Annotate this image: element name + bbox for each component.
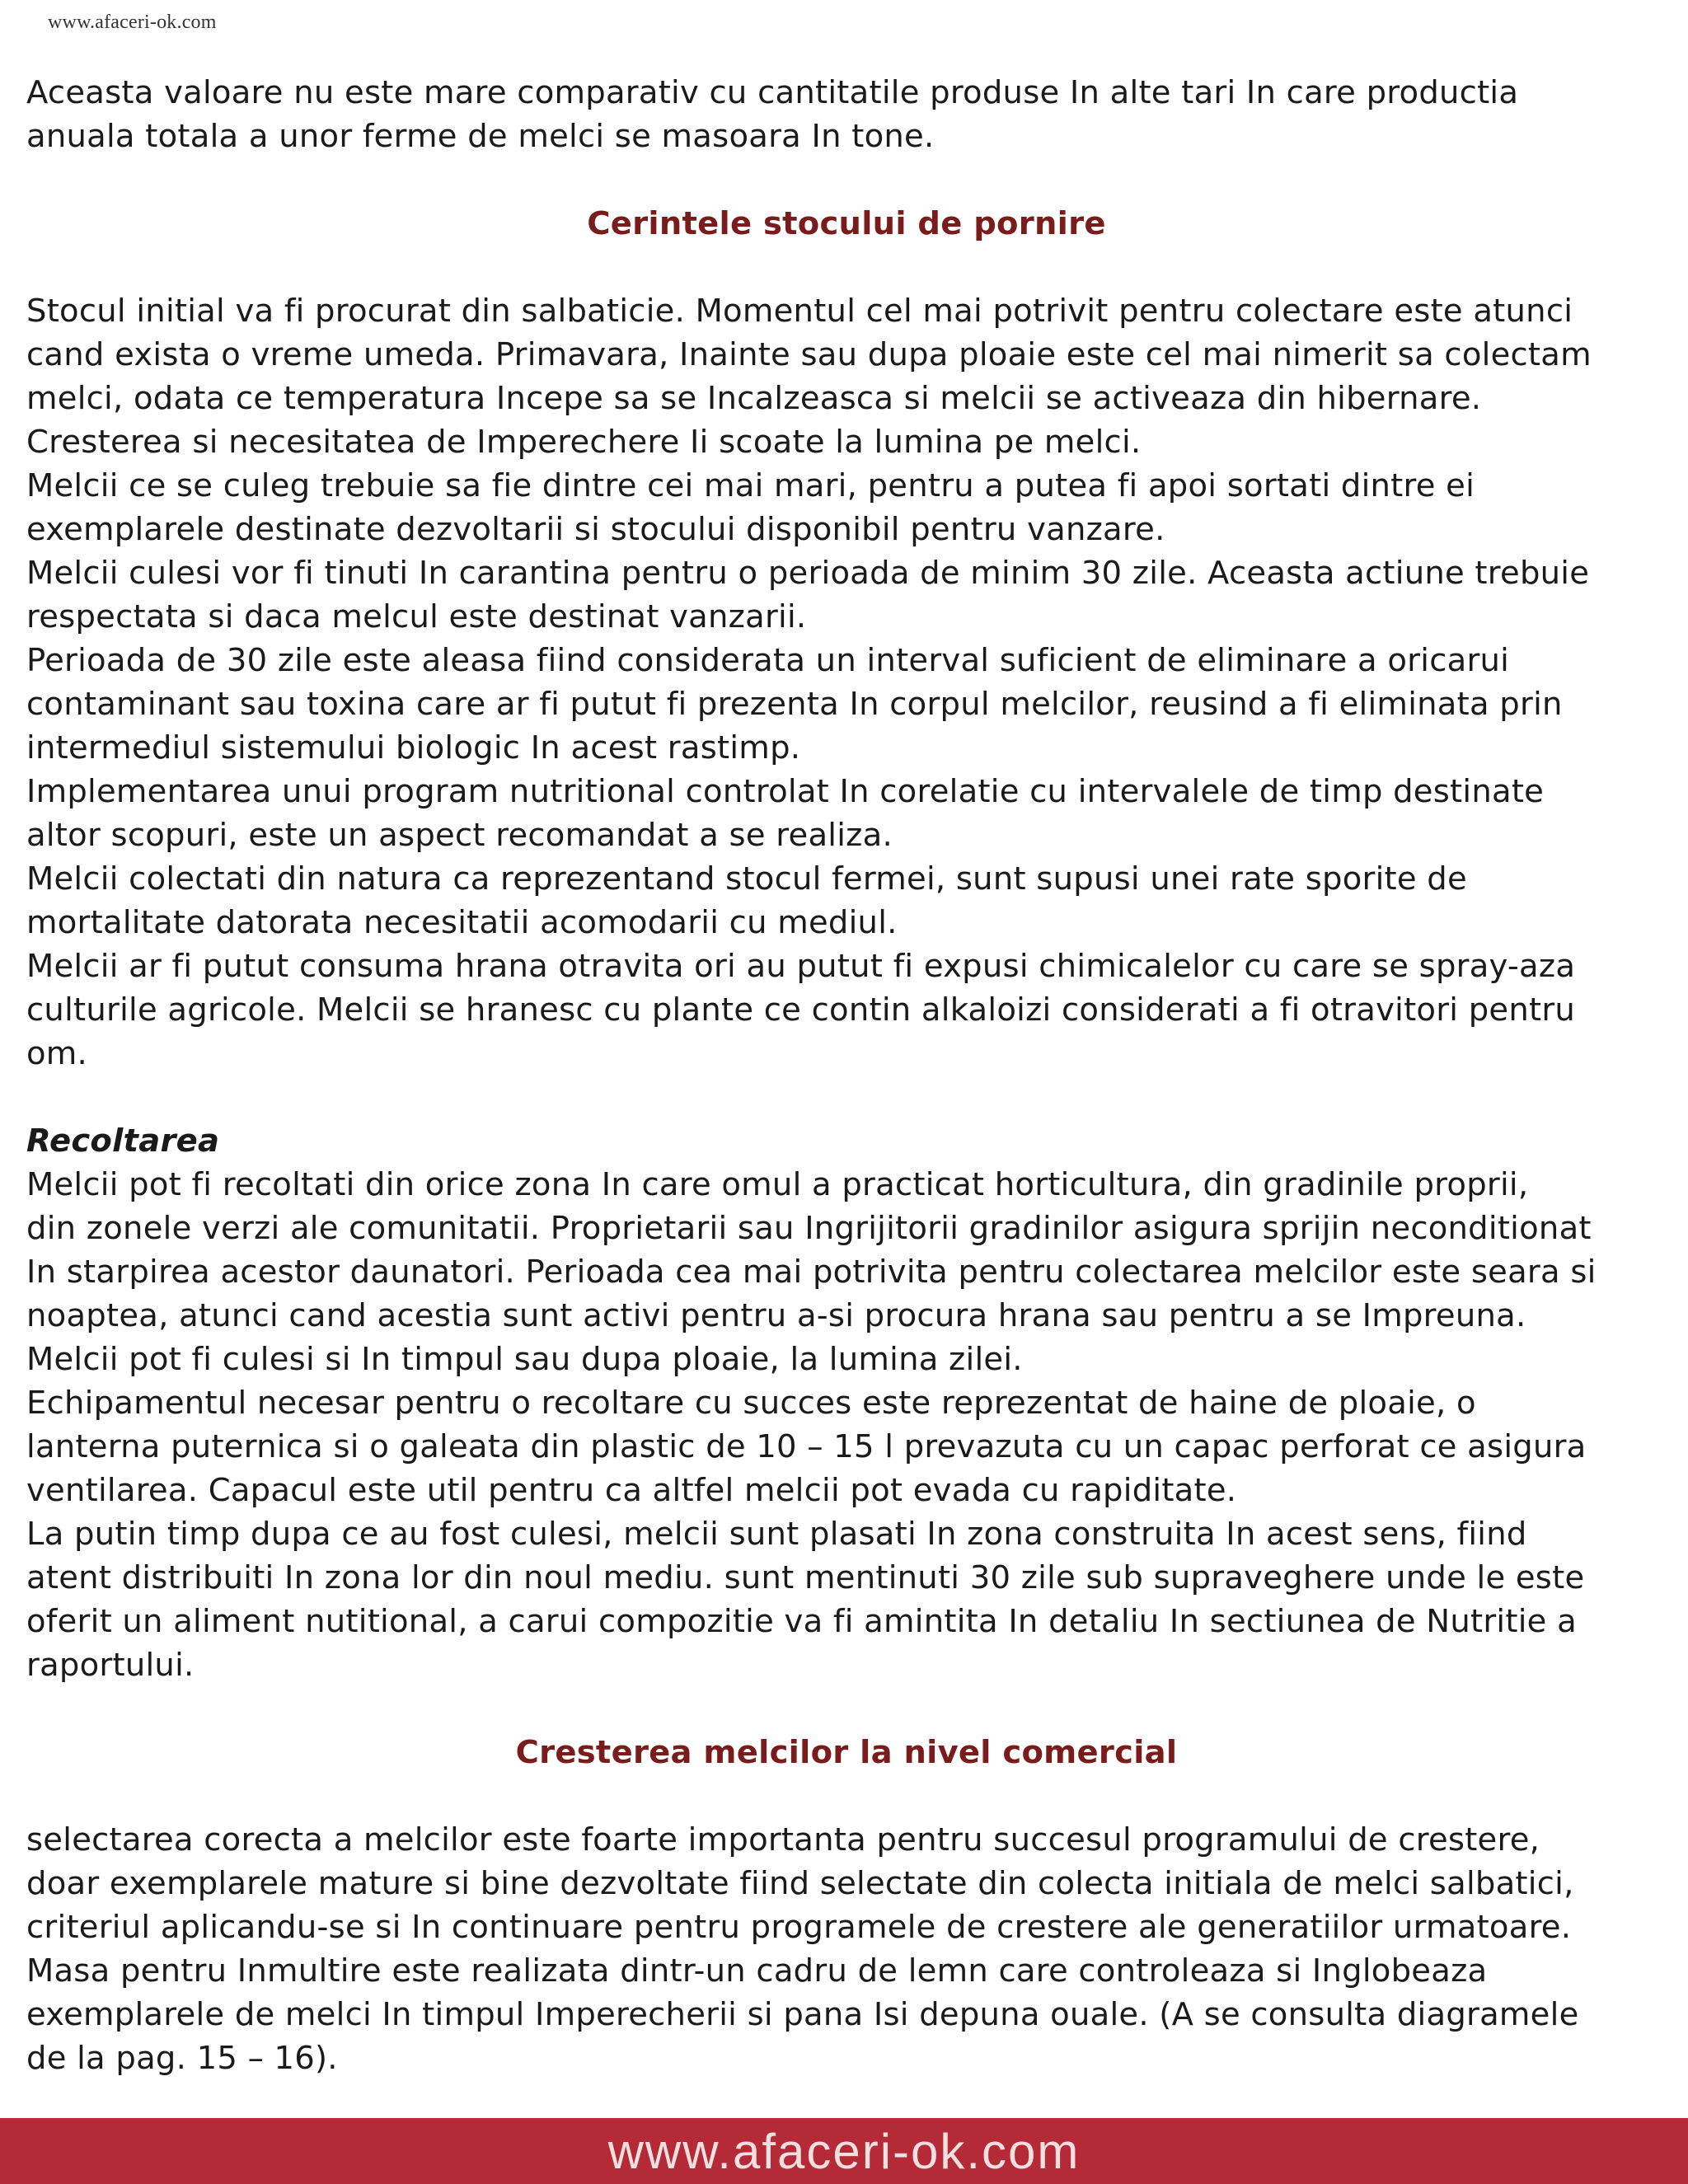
spacer xyxy=(26,1687,1667,1731)
intro-paragraph: Aceasta valoare nu este mare comparativ cu cantitatile produse In alte tari In care productia anuala totala a unor ferme de melci se masoara In tone. xyxy=(26,74,1519,155)
spacer xyxy=(26,1774,1667,1818)
section-body-commercial-breeding: selectarea corecta a melcilor este foarte importanta pentru succesul programului de crestere, doar exemplarele mature si bine dezvoltate fiind selectate din colecta initiala de melci salbatici, criteriul aplicandu-se si In continuare pentru programele de crestere ale generatiilor urmatoare. Masa pentru Inmultire este realizata dintr-un cadru de lemn care controleaza si Inglobeaza exemplarele de melci In timpul Imperecherii si pana Isi depuna ouale. (A se consulta diagramele de la pag. 15 – 16). xyxy=(26,1821,1579,2077)
header-url[interactable]: www.afaceri-ok.com xyxy=(48,12,217,33)
footer-banner xyxy=(0,2118,1688,2184)
spacer xyxy=(26,158,1667,202)
footer-url[interactable]: www.afaceri-ok.com xyxy=(607,2123,1081,2179)
section-heading-starting-stock: Cerintele stocului de pornire xyxy=(587,205,1106,242)
document-body xyxy=(26,71,1667,2080)
section-heading-commercial-breeding: Cresterea melcilor la nivel comercial xyxy=(515,1734,1178,1771)
spacer xyxy=(26,246,1667,289)
section-heading-harvesting: Recoltarea xyxy=(26,1122,220,1160)
section-body-harvesting: Melcii pot fi recoltati din orice zona In care omul a practicat horticultura, din gradinile proprii, din zonele verzi ale comunitatii. Proprietarii sau Ingrijitorii gradinilor asigura sprijin neconditionat In starpirea acestor daunatori. Perioada cea mai potrivita pentru colectarea melcilor este seara si noaptea, atunci cand acestia sunt activi pentru a-si procura hrana sau pentru a se Impreuna. Melcii pot fi culesi si In timpul sau dupa ploaie, la lumina zilei. Echipamentul necesar pentru o recoltare cu succes este reprezentat de haine de ploaie, o lanterna puternica si o galeata din plastic de 10 – 15 l prevazuta cu un capac perforat ce asigura ventilarea. Capacul este util pentru ca altfel melcii pot evada cu rapiditate. La putin timp dupa ce au fost culesi, melcii sunt plasati In zona construita In acest sens, fiind atent distribuiti In zona lor din noul mediu. sunt mentinuti 30 zile sub supraveghere unde le este oferit un aliment nutitional, a carui compozitie va fi amintita In detaliu In sectiunea de Nutritie a raportului. xyxy=(26,1166,1597,1684)
spacer xyxy=(26,1076,1667,1119)
section-body-starting-stock: Stocul initial va fi procurat din salbaticie. Momentul cel mai potrivit pentru colectare este atunci cand exista o vreme umeda. Primavara, Inainte sau dupa ploaie este cel mai nimerit sa colectam melci, odata ce temperatura Incepe sa se Incalzeasca si melcii se activeaza din hibernare. Cresterea si necesitatea de Imperechere Ii scoate la lumina pe melci. Melcii ce se culeg trebuie sa fie dintre cei mai mari, pentru a putea fi apoi sortati dintre ei exemplarele destinate dezvoltarii si stocului disponibil pentru vanzare. Melcii culesi vor fi tinuti In carantina pentru o perioada de minim 30 zile. Aceasta actiune trebuie respectata si daca melcul este destinat vanzarii. Perioada de 30 zile este aleasa fiind considerata un interval suficient de eliminare a oricarui contaminant sau toxina care ar fi putut fi prezenta In corpul melcilor, reusind a fi eliminata prin intermediul sistemului biologic In acest rastimp. Implementarea unui program nutritional controlat In corelatie cu intervalele de timp destinate altor scopuri, este un aspect recomandat a se realiza. Melcii colectati din natura ca reprezentand stocul fermei, sunt supusi unei rate sporite de mortalitate datorata necesitatii acomodarii cu mediul. Melcii ar fi putut consuma hrana otravita ori au putut fi expusi chimicalelor cu care se spray-aza culturile agricole. Melcii se hranesc cu plante ce contin alkaloizi considerati a fi otravitori pentru om. xyxy=(26,293,1592,1072)
